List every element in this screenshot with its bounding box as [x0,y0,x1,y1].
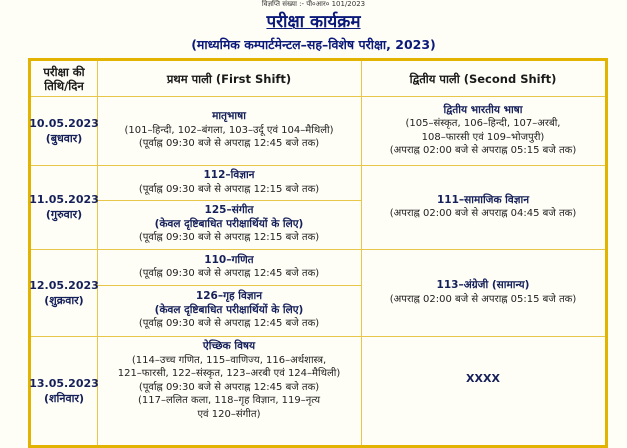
time-slot: (पूर्वाह्न 09:30 बजे से अपराह्न 12:45 बजे तक) [138,268,320,279]
day-text: (शुक्रवार) [44,293,84,307]
day-text: (गुरुवार) [45,208,83,221]
header-date-line2: तिथि/दिन [44,78,84,93]
row3-first-shift-a [97,249,361,285]
row4-first-shift [97,336,361,445]
header-date-line1: परीक्षा की [43,64,85,79]
time-slot: (अपराह्न 02:00 बजे से अपराह्न 05:15 बजे तक) [389,293,577,305]
subject-details: (105–संस्कृत, 106–हिन्दी, 107–अरबी, [405,118,561,129]
schedule-table [28,58,608,448]
row2-second-shift [361,165,605,249]
time-slot: (पूर्वाह्न 09:30 बजे से अपराह्न 12:45 बजे तक) [138,318,320,330]
row1-first-shift [97,96,361,165]
time-slot: (पूर्वाह्न 09:30 बजे से अपराह्न 12:15 बजे तक) [138,183,320,195]
subject-details: (101–हिन्दी, 102–बंगला, 103–उर्दू एवं 104–मैथिली) [124,124,334,136]
subject-name: ऐच्छिक विषय [202,340,256,352]
subject-name: 113–अंग्रेजी (सामान्य) [436,279,530,291]
date-text: 11.05.2023 [29,193,99,206]
row4-date [31,336,97,445]
time-slot: (पूर्वाह्न 09:30 बजे से अपराह्न 12:45 बजे तक) [138,138,320,150]
row2-first-shift-b [97,200,361,249]
subject-name: 126–गृह विज्ञान [195,290,263,303]
row1-date [31,96,97,165]
subject-details: 108–फारसी एवं 109–भोजपुरी) [421,131,545,143]
time-slot: (अपराह्न 02:00 बजे से अपराह्न 05:15 बजे तक) [389,145,577,156]
row2-first-shift-a [97,165,361,200]
time-slot: (पूर्वाह्न 09:30 बजे से अपराह्न 12:15 बजे तक) [138,232,320,244]
date-text: 12.05.2023 [29,278,99,292]
row2-date [31,165,97,249]
time-slot: (पूर्वाह्न 09:30 बजे से अपराह्न 12:45 बजे तक) [138,381,320,393]
subject-name: 125–संगीत [204,204,254,217]
header-first-shift: प्रथम पाली (First Shift) [166,71,292,86]
notice-number: विज्ञप्ति संख्या :- पी०आर० 101/2023 [261,0,366,8]
subject-details: एवं 120–संगीत) [197,408,261,420]
header-date [31,61,97,96]
subject-note: (केवल दृष्टिबाधित परीक्षार्थियों के लिए) [154,303,304,316]
row1-second-shift [361,96,605,165]
row3-first-shift-b [97,285,361,336]
subject-name: द्वितीय भारतीय भाषा [443,103,523,116]
time-slot: (अपराह्न 02:00 बजे से अपराह्न 04:45 बजे तक) [389,208,577,219]
subject-details: (117–ललित कला, 118–गृह विज्ञान, 119–नृत्य [137,395,321,406]
row3-second-shift [361,249,605,336]
page-title: परीक्षा कार्यक्रम [266,12,361,32]
subject-name: 110–गणित [204,253,254,266]
subject-details: (114–उच्च गणित, 115–वाणिज्य, 116–अर्थशास्त्र, [131,354,327,366]
day-text: (बुधवार) [45,131,83,145]
subject-name: 111–सामाजिक विज्ञान [436,193,530,206]
row4-second-shift: XXXX [466,371,500,385]
subject-name: 112–विज्ञान [203,169,255,181]
header-second-shift: द्वितीय पाली (Second Shift) [409,71,557,86]
page-subtitle: (माध्यमिक कम्पार्टमेन्टल–सह–विशेष परीक्षा, 2023) [191,37,436,52]
table-grid [31,61,605,445]
subject-name: मातृभाषा [212,110,246,123]
subject-details: 121–फारसी, 122–संस्कृत, 123–अरबी एवं 124–मैथिली) [117,368,341,379]
date-text: 10.05.2023 [29,116,99,130]
date-text: 13.05.2023 [29,376,99,390]
day-text: (शनिवार) [44,391,84,405]
row3-date [31,249,97,336]
subject-note: (केवल दृष्टिबाधित परीक्षार्थियों के लिए) [154,217,304,230]
